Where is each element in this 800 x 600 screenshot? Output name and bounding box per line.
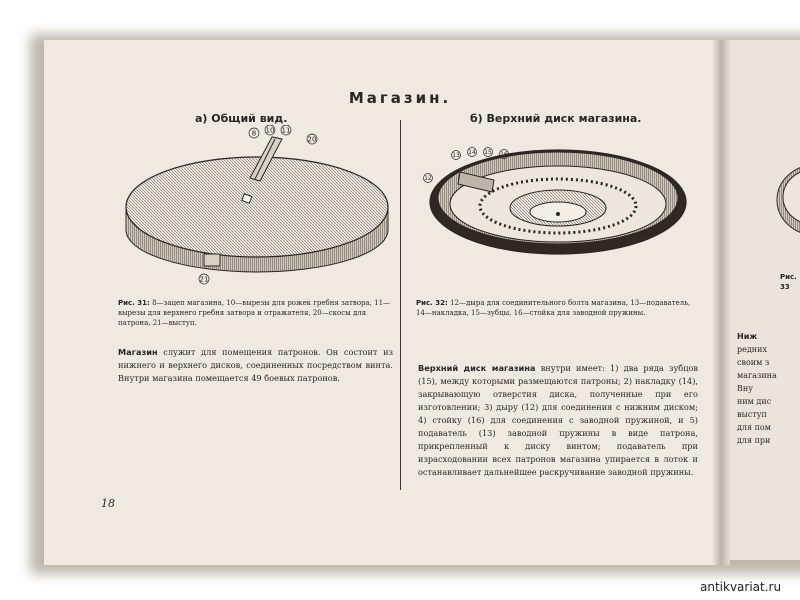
callout-b-5: 16 xyxy=(500,151,508,158)
callout-a-4: 20 xyxy=(307,135,317,144)
book-gutter xyxy=(712,40,730,565)
right-page xyxy=(720,40,800,560)
subtitle-general-view: а) Общий вид. xyxy=(195,112,288,125)
page-title: Магазин. xyxy=(348,89,452,107)
callout-b-2: 13 xyxy=(452,152,460,159)
caption-figure-33: Рис. 33 xyxy=(780,273,797,291)
right-column-line: для при xyxy=(737,436,771,445)
upper-disk-figure xyxy=(420,140,690,260)
callout-a-2: 10 xyxy=(265,126,275,135)
column-divider xyxy=(400,120,401,490)
callout-a-1: 8 xyxy=(251,129,257,138)
callout-a-5: 21 xyxy=(199,275,209,284)
callout-b-1: 12 xyxy=(424,175,432,182)
magazine-figure xyxy=(120,125,395,290)
site-watermark: antikvariat.ru xyxy=(700,580,782,594)
subtitle-upper-disk: б) Верхний диск магазина. xyxy=(470,112,642,125)
right-column-heading: Ниж xyxy=(737,332,758,341)
callout-b-4: 15 xyxy=(484,149,492,156)
right-column-line: ним дис xyxy=(737,397,772,406)
right-column-line: своим з xyxy=(737,358,770,367)
right-column-line: выступ xyxy=(737,410,767,419)
right-column-line: редних xyxy=(737,345,767,354)
caption-figure-32: Рис. 32: 12—дыра для соединительного болта магазина, 13—подаватель, 14—накладка, 15—зубцы, 16—стойка для заводной пружины. xyxy=(416,299,691,317)
partial-figure-right xyxy=(775,125,800,255)
right-column-line: Вну xyxy=(737,384,753,393)
right-page-column xyxy=(737,330,800,447)
caption-figure-31: Рис. 31: 8—зацеп магазина, 10—вырезы для рожек гребня затвора, 11—вырезы для верхнего гребня затвора и отражателя, 20—скосы для патрона, 21—выступ. xyxy=(118,299,391,327)
right-column-line: магазина xyxy=(737,371,777,380)
callout-a-3: 11 xyxy=(281,126,291,135)
paragraph-upper-disk: Верхний диск магазина внутри имеет: 1) два ряда зубцов (15), между которыми размещаются патроны; 2) накладку (14), закрывающую отверстия диска, полученные при его изготовлении; 3) дыру (12) для соединения с нижним диском; 4) стойку (16) для соединения с заводной пружиной, и 5) подаватель (13) заводной пружины в виде патрона, прикрепленный к диску винтом; подаватель при израсходовании всех патронов магазина упирается в лоток и останавливает дальнейшее раскручивание заводной пружины. xyxy=(418,363,698,477)
right-column-line: для пом xyxy=(737,423,771,432)
page-number: 18 xyxy=(101,497,115,510)
paragraph-magazine: Магазин служит для помещения патронов. Он состоит из нижнего и верхнего дисков, соединенных посредством винта. Внутри магазина помещается 49 боевых патронов. xyxy=(118,347,393,383)
callout-b-3: 14 xyxy=(468,149,476,156)
